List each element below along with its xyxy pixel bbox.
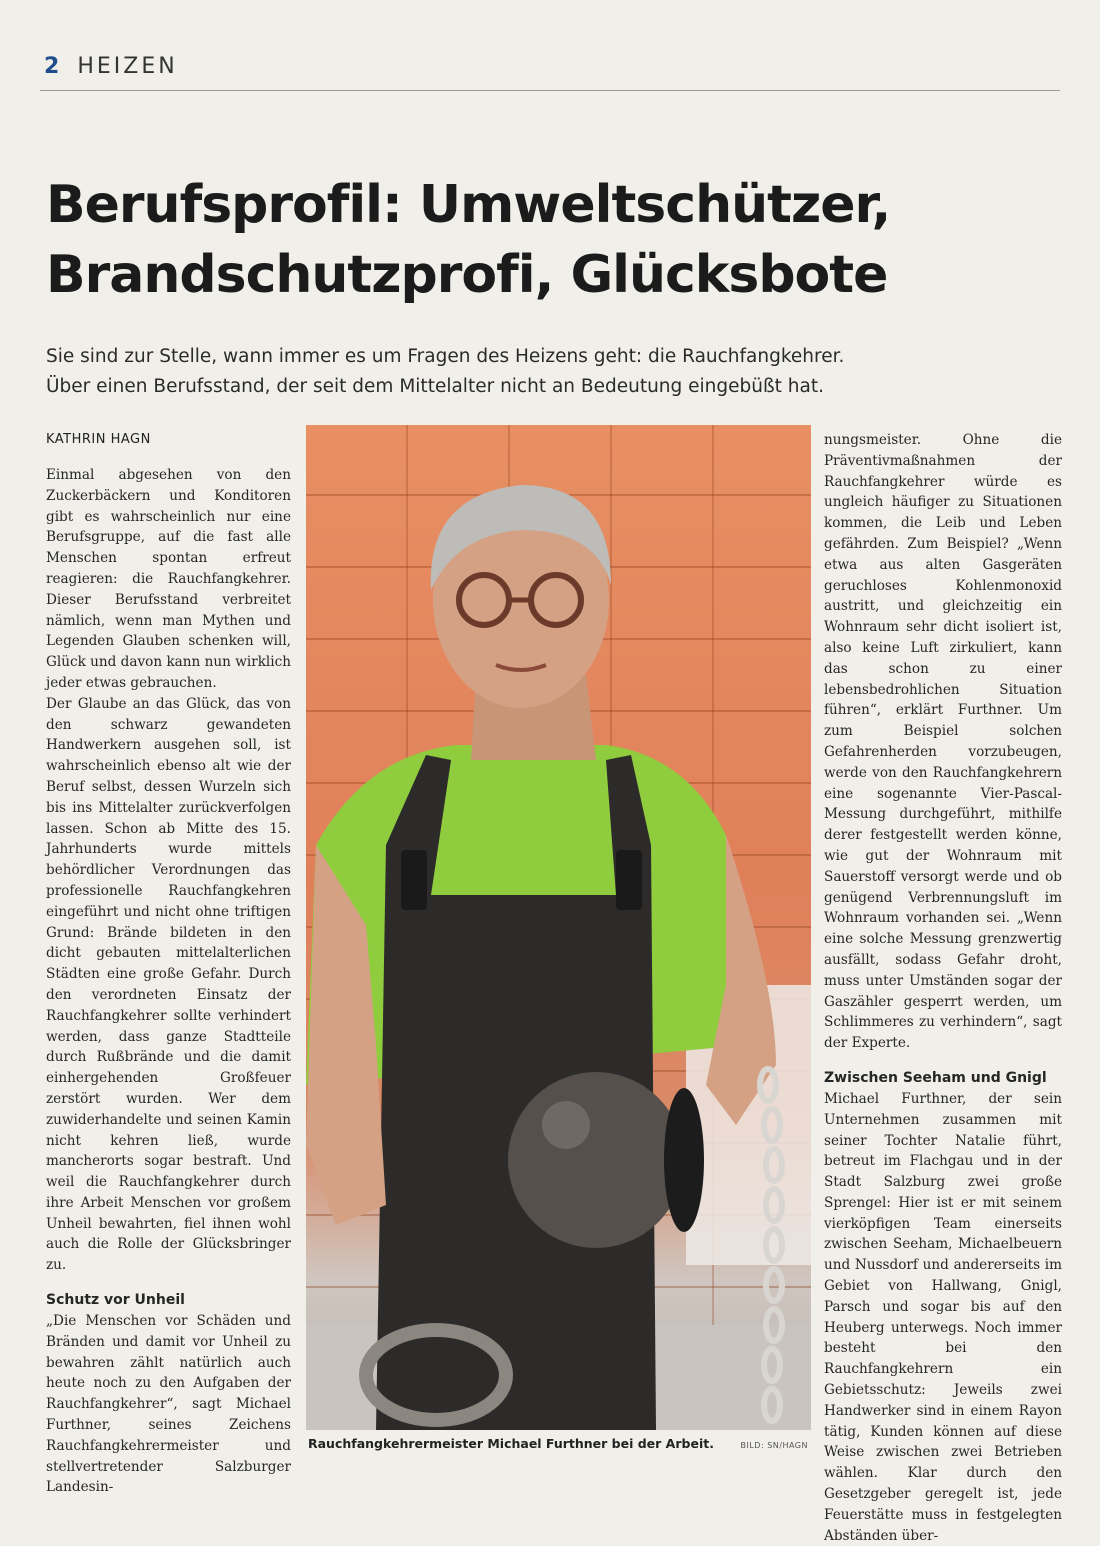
paragraph-quote: „Die Menschen vor Schäden und Bränden und damit vor Unheil zu bewahren zählt natürlich auch heute noch zu den Aufgaben der Rauchfangkehrer“, sagt Michael Furthner, seines Zeichens Rauchfangkehrermeister und stellvertretender Salzburger Landesin-: [46, 1313, 291, 1496]
page-number: 2: [44, 54, 60, 79]
byline: KATHRIN HAGN: [46, 432, 151, 447]
chimney-sweep-illustration: [306, 425, 811, 1430]
photo-credit: BILD: SN/HAGN: [740, 1441, 808, 1450]
caption-text: Rauchfangkehrermeister Michael Furthner bei der Arbeit.: [308, 1436, 714, 1451]
dek-line-1: Sie sind zur Stelle, wann immer es um Fragen des Heizens geht: die Rauchfangkehrer.: [46, 346, 845, 367]
subhead-seeham: Zwischen Seeham und Gnigl: [824, 1069, 1047, 1086]
header-rule: [40, 90, 1060, 91]
headline: [46, 170, 1056, 310]
article-photo: [306, 425, 811, 1430]
subhead-schutz: Schutz vor Unheil: [46, 1292, 185, 1309]
dek-line-2: Über einen Berufsstand, der seit dem Mittelalter nicht an Bedeutung eingebüßt hat.: [46, 376, 824, 397]
paragraph-prevention: nungsmeister. Ohne die Präventivmaßnahmen der Rauchfangkehrer würde es ungleich häufiger zu Situationen kommen, die Leib und Leben gefährden. Zum Beispiel? „Wenn etwa aus alten Gasgeräten geruchloses Kohlenmonoxid austritt, und gleichzeitig ein Wohnraum sehr dicht isoliert ist, also keine Luft zirkuliert, kann das schon zu einer lebensbedrohlichen Situation führen“, erklärt Furthner. Um zum Beispiel solchen Gefahrenherden vorzubeugen, werde von den Rauchfangkehrern eine sogenannte Vier-Pascal-Messung durchgeführt, mithilfe derer festgestellt werden könne, wie gut der Wohnraum mit Sauerstoff versorgt werde und ob genügend Verbrennungsluft im Wohnraum vorhanden sei. „Wenn eine solche Messung grenzwertig ausfällt, sodass Gefahr droht, muss unter Umständen sogar der Gaszähler gesperrt werden, um Schlimmeres zu verhindern“, sagt der Experte.: [824, 432, 1062, 1052]
headline-line-2: Brandschutzprofi, Glücksbote: [46, 245, 888, 305]
left-column: [46, 465, 291, 1498]
section-label: HEIZEN: [77, 54, 178, 79]
right-column: [824, 430, 1062, 1546]
headline-line-1: Berufsprofil: Umweltschützer,: [46, 175, 891, 235]
section-header: [44, 54, 178, 79]
paragraph-history: Der Glaube an das Glück, das von den schwarz gewandeten Handwerkern ausgehen soll, ist wahrscheinlich ebenso alt wie der Beruf selbst, dessen Wurzeln sich bis ins Mittelalter zurückverfolgen lassen. Schon ab Mitte des 15. Jahrhunderts wurde mittels behördlicher Verordnungen das professionelle Rauchfangkehren eingeführt und nicht ohne triftigen Grund: Brände bildeten in den dicht gebauten mittelalterlichen Städten eine große Gefahr. Durch den verordneten Einsatz der Rauchfangkehrer sollte verhindert werden, dass ganze Stadtteile durch Rußbrände und die damit einhergehenden Großfeuer zerstört wurden. Wer dem zuwiderhandelte und seinen Kamin nicht kehren ließ, wurde mancherorts sogar bestraft. Und weil die Rauchfangkehrer durch ihre Arbeit Menschen vor großem Unheil bewahrten, fiel ihnen wohl auch die Rolle der Glücksbringer zu.: [46, 695, 291, 1274]
paragraph-intro: Einmal abgesehen von den Zuckerbäckern und Konditoren gibt es wahrscheinlich nur eine Berufsgruppe, auf die fast alle Menschen spontan erfreut reagieren: die Rauchfangkehrer. Dieser Berufsstand verbreitet nämlich, wenn man Mythen und Legenden Glauben schenken will, Glück und davon kann nun wirklich jeder etwas gebrauchen.: [46, 467, 291, 691]
paragraph-district: Michael Furthner, der sein Unternehmen zusammen mit seiner Tochter Natalie führt, betreut im Flachgau und in der Stadt Salzburg zwei große Sprengel: Hier ist er mit seinem vierköpfigen Team einerseits zwischen Seeham, Michaelbeuern und Nussdorf und andererseits im Gebiet von Hallwang, Gnigl, Parsch und sogar bis auf den Heuberg unterwegs. Noch immer besteht bei den Rauchfangkehrern ein Gebietsschutz: Jeweils zwei Handwerker sind in einem Rayon tätig, Kunden können auf diese Weise zwischen zwei Betrieben wählen. Klar durch den Gesetzgeber geregelt ist, jede Feuerstätte muss in festgelegten Abständen über-: [824, 1090, 1062, 1544]
photo-caption: [308, 1436, 808, 1451]
dek: [46, 342, 1066, 402]
